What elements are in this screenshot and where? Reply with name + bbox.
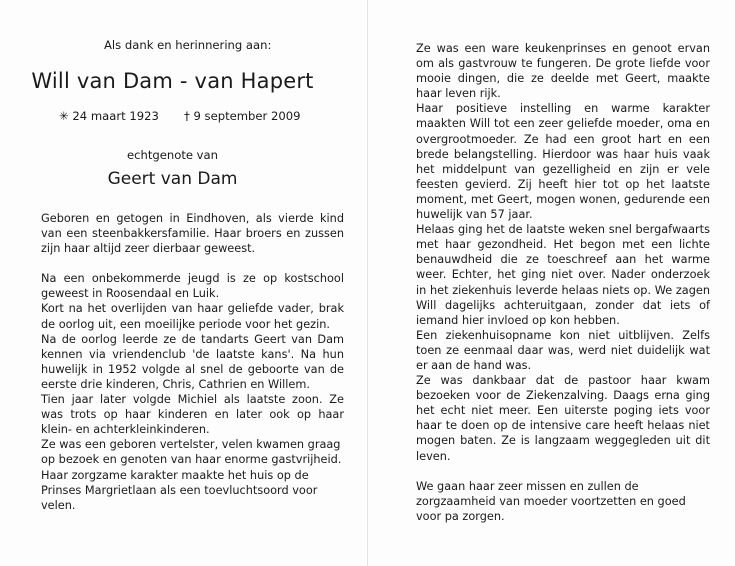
paragraph: Ze was dankbaar dat de pastoor haar kwam bezoeken voor de Ziekenzalving. Daags erna ging het echt niet meer. Een uiterste poging iets voor haar te doen op de intensive care heeft helaas niet mogen baten. Ze is langzaam weggegleden uit dit leven. — [416, 374, 710, 463]
deceased-name: Will van Dam - van Hapert — [31, 69, 314, 93]
spouse-label: echtgenote van — [126, 148, 218, 162]
intro-text: Als dank en herinnering aan: — [104, 38, 272, 52]
paragraph: Ze was een geboren vertelster, velen kwamen graag op bezoek en genoten van haar enorme gastvrijheid. Haar zorgzame karakter maakte het huis op de Prinses Margrietlaan als een toevluchtsoord voor velen. — [41, 438, 342, 512]
spouse-name: Geert van Dam — [107, 169, 238, 189]
paragraph: Haar positieve instelling en warme karakter maakten Will tot een zeer geliefde moeder, oma en overgrootmoeder. Ze had een groot hart en een brede belangstelling. Hierdoor was haar huis vaak het middelpunt van gezelligheid en zijn er vele feesten gevierd. Zij heeft hier tot op het laatste moment, met Geert, mogen wonen, gedurende een huwelijk van 57 jaar. — [416, 102, 710, 222]
paragraph: Kort na het overlijden van haar geliefde vader, brak de oorlog uit, een moeilijke periode voor het gezin. — [41, 302, 344, 331]
paragraph: Geboren en getogen in Eindhoven, als vierde kind van een steenbakkersfamilie. Haar broers en zussen zijn haar altijd zeer dierbaar geweest. — [41, 212, 344, 256]
death-date: † 9 september 2009 — [184, 109, 301, 123]
left-column-text — [41, 211, 344, 513]
right-column-text — [416, 41, 710, 524]
paragraph: Helaas ging het de laatste weken snel bergafwaarts met haar gezondheid. Het begon met een lichte benauwdheid die ze toeschreef aan het warme weer. Echter, het ging niet over. Nader onderzoek in het ziekenhuis leverde helaas niets op. We zagen Will dagelijks achteruitgaan, zonder dat iets of iemand hier invloed op kon hebben. — [416, 223, 710, 327]
paragraph: Na de oorlog leerde ze de tandarts Geert van Dam kennen via vriendenclub 'de laatste kans'. Na hun huwelijk in 1952 volgde al snel de geboorte van de eerste drie kinderen, Chris, Cathrien en Willem. — [41, 332, 344, 391]
card-fold-line — [367, 0, 368, 566]
paragraph: Een ziekenhuisopname kon niet uitblijven. Zelfs toen ze eenmaal daar was, werd niet duidelijk wat er aan de hand was. — [416, 328, 710, 372]
paragraph: We gaan haar zeer missen en zullen de zorgzaamheid van moeder voortzetten en goed voor pa zorgen. — [416, 479, 686, 523]
birth-date: ✳ 24 maart 1923 — [59, 109, 159, 123]
paragraph: Ze was een ware keukenprinses en genoot ervan om als gastvrouw te fungeren. De grote liefde voor mooie dingen, die ze deelde met Geert, maakte haar leven rijk. — [416, 42, 710, 101]
paragraph: Na een onbekommerde jeugd is ze op kostschool geweest in Roosendaal en Luik. — [41, 272, 344, 301]
paragraph: Tien jaar later volgde Michiel als laatste zoon. Ze was trots op haar kinderen en later ook op haar klein- en achterkleinkinderen. — [41, 393, 344, 437]
